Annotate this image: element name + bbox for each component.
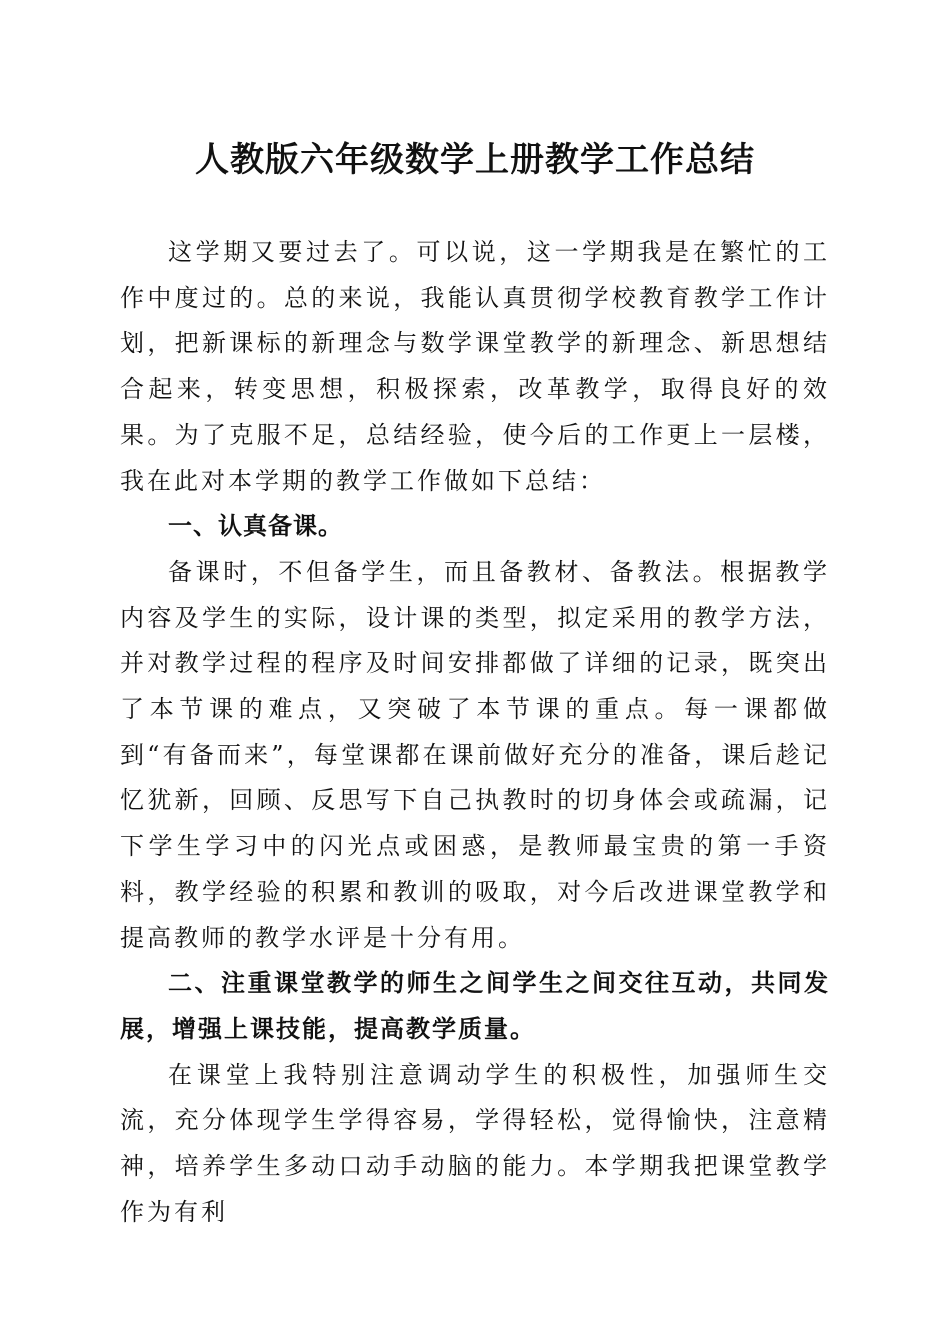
section-1-paragraph: 备课时，不但备学生，而且备教材、备教法。根据教学内容及学生的实际，设计课的类型，拟定采用的教学方法，并对教学过程的程序及时间安排都做了详细的记录，既突出了本节课的难点，又突破了本节课的重点。每一课都做到“有备而来”，每堂课都在课前做好充分的准备，课后趁记忆犹新，回顾、反思写下自己执教时的切身体会或疏漏，记下学生学习中的闪光点或困惑，是教师最宝贵的第一手资料，教学经验的积累和教训的吸取，对今后改进课堂教学和提高教师的教学水评是十分有用。 bbox=[120, 557, 830, 952]
document-title: 人教版六年级数学上册教学工作总结 bbox=[195, 140, 755, 180]
section-1-heading: 一、认真备课。 bbox=[168, 512, 343, 541]
section-2-heading: 二、注重课堂教学的师生之间学生之间交往互动，共同发展，增强上课技能，提高教学质量。 bbox=[120, 969, 830, 1043]
document-body bbox=[120, 230, 830, 1235]
section-2-paragraph: 在课堂上我特别注意调动学生的积极性，加强师生交流，充分体现学生学得容易，学得轻松，觉得愉快，注意精神，培养学生多动口动手动脑的能力。本学期我把课堂教学作为有利 bbox=[120, 1060, 830, 1226]
intro-paragraph: 这学期又要过去了。可以说，这一学期我是在繁忙的工作中度过的。总的来说，我能认真贯彻学校教育教学工作计划，把新课标的新理念与数学课堂教学的新理念、新思想结合起来，转变思想，积极探索，改革教学，取得良好的效果。为了克服不足，总结经验，使今后的工作更上一层楼，我在此对本学期的教学工作做如下总结： bbox=[120, 238, 830, 495]
